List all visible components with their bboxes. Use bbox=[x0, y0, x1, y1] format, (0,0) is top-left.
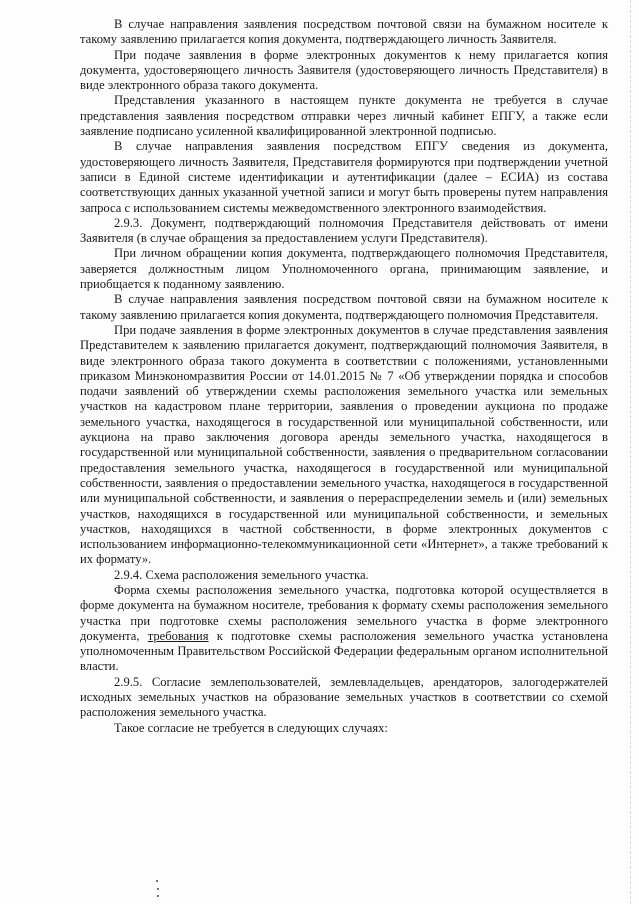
requirements-link[interactable]: требования bbox=[147, 628, 209, 643]
paragraph-1: В случае направления заявления посредством почтовой связи на бумажном носителе к такому заявлению прилагается копия документа, подтверждающего личность Заявителя. bbox=[80, 17, 608, 47]
paragraph-10-text-after: к подготовке схемы расположения земельного участка установлена уполномоченным Правительством Российской Федерации федеральным органом исполнительной власти. bbox=[80, 628, 608, 674]
paragraph-6: При личном обращении копия документа, подтверждающего полномочия Представителя, заверяется должностным лицом Уполномоченного органа, принимающим заявление, и приобщается к поданному заявлению. bbox=[80, 246, 608, 292]
paragraph-8: При подаче заявления в форме электронных документов в случае представления заявления Представителем к заявлению прилагается документ, подтверждающий полномочия Заявителя, в виде электронного образа такого документа в соответствии с положениями, установленными приказом Минэкономразвития России от 14.01.2015 № 7 «Об утверждении порядка и способов подачи заявлений об утверждении схемы расположения земельного участка или земельных участков на кадастровом плане территории, заявления о проведении аукциона по продаже земельного участка, находящегося в государственной или муниципальной собственности, или аукциона на право заключения договора аренды земельного участка, находящегося в государственной или муниципальной собственности, заявления о предварительном согласовании предоставления земельного участка, находящегося в государственной или муниципальной собственности, заявления о предоставлении земельного участка, находящегося в государственной или муниципальной собственности, и заявления о перераспределении земель и (или) земельных участков, находящихся в государственной или муниципальной собственности, и земельных участков, находящихся в частной собственности, в форме электронных документов с использованием информационно-телекоммуникационной сети «Интернет», а также требований к их формату». bbox=[80, 322, 608, 567]
document-body bbox=[80, 17, 608, 736]
paragraph-3: Представления указанного в настоящем пункте документа не требуется в случае представления заявления посредством отправки через личный кабинет ЕПГУ, а также если заявление подписано усиленной квалифицированной электронной подписью. bbox=[80, 93, 608, 139]
paragraph-10 bbox=[80, 583, 608, 675]
scan-edge-shadow bbox=[630, 0, 637, 904]
paragraph-11: 2.9.5. Согласие землепользователей, землевладельцев, арендаторов, залогодержателей исходных земельных участков на образование земельных участков в соответствии со схемой расположения земельного участка. bbox=[80, 674, 608, 720]
paragraph-4: В случае направления заявления посредством ЕПГУ сведения из документа, удостоверяющего личность Заявителя, Представителя формируются при подтверждении учетной записи в Единой системе идентификации и аутентификации (далее – ЕСИА) из состава соответствующих данных указанной учетной записи и могут быть проверены путем направления запроса с использованием системы межведомственного электронного взаимодействия. bbox=[80, 139, 608, 215]
scan-speck bbox=[157, 895, 159, 897]
scan-speck bbox=[156, 880, 158, 882]
paragraph-9: 2.9.4. Схема расположения земельного участка. bbox=[114, 567, 369, 582]
paragraph-5: 2.9.3. Документ, подтверждающий полномочия Представителя действовать от имени Заявителя (в случае обращения за предоставлением услуги Представителя). bbox=[80, 215, 608, 246]
scan-speck bbox=[157, 888, 159, 890]
paragraph-7: В случае направления заявления посредством почтовой связи на бумажном носителе к такому заявлению прилагается копия документа, подтверждающего полномочия Представителя. bbox=[80, 292, 608, 322]
paragraph-2: При подаче заявления в форме электронных документов к нему прилагается копия документа, удостоверяющего личность Заявителя (удостоверяющего личность Представителя) в виде электронного образа такого документа. bbox=[80, 47, 608, 93]
paragraph-12: Такое согласие не требуется в следующих случаях: bbox=[114, 720, 388, 735]
paragraph-10-text-before: Форма схемы расположения земельного участка, подготовка которой осуществляется в форме документа на бумажном носителе, требования к формату схемы расположения земельного участка при подготовке схемы расположения земельного участка в форме электронного документа, bbox=[80, 582, 608, 643]
